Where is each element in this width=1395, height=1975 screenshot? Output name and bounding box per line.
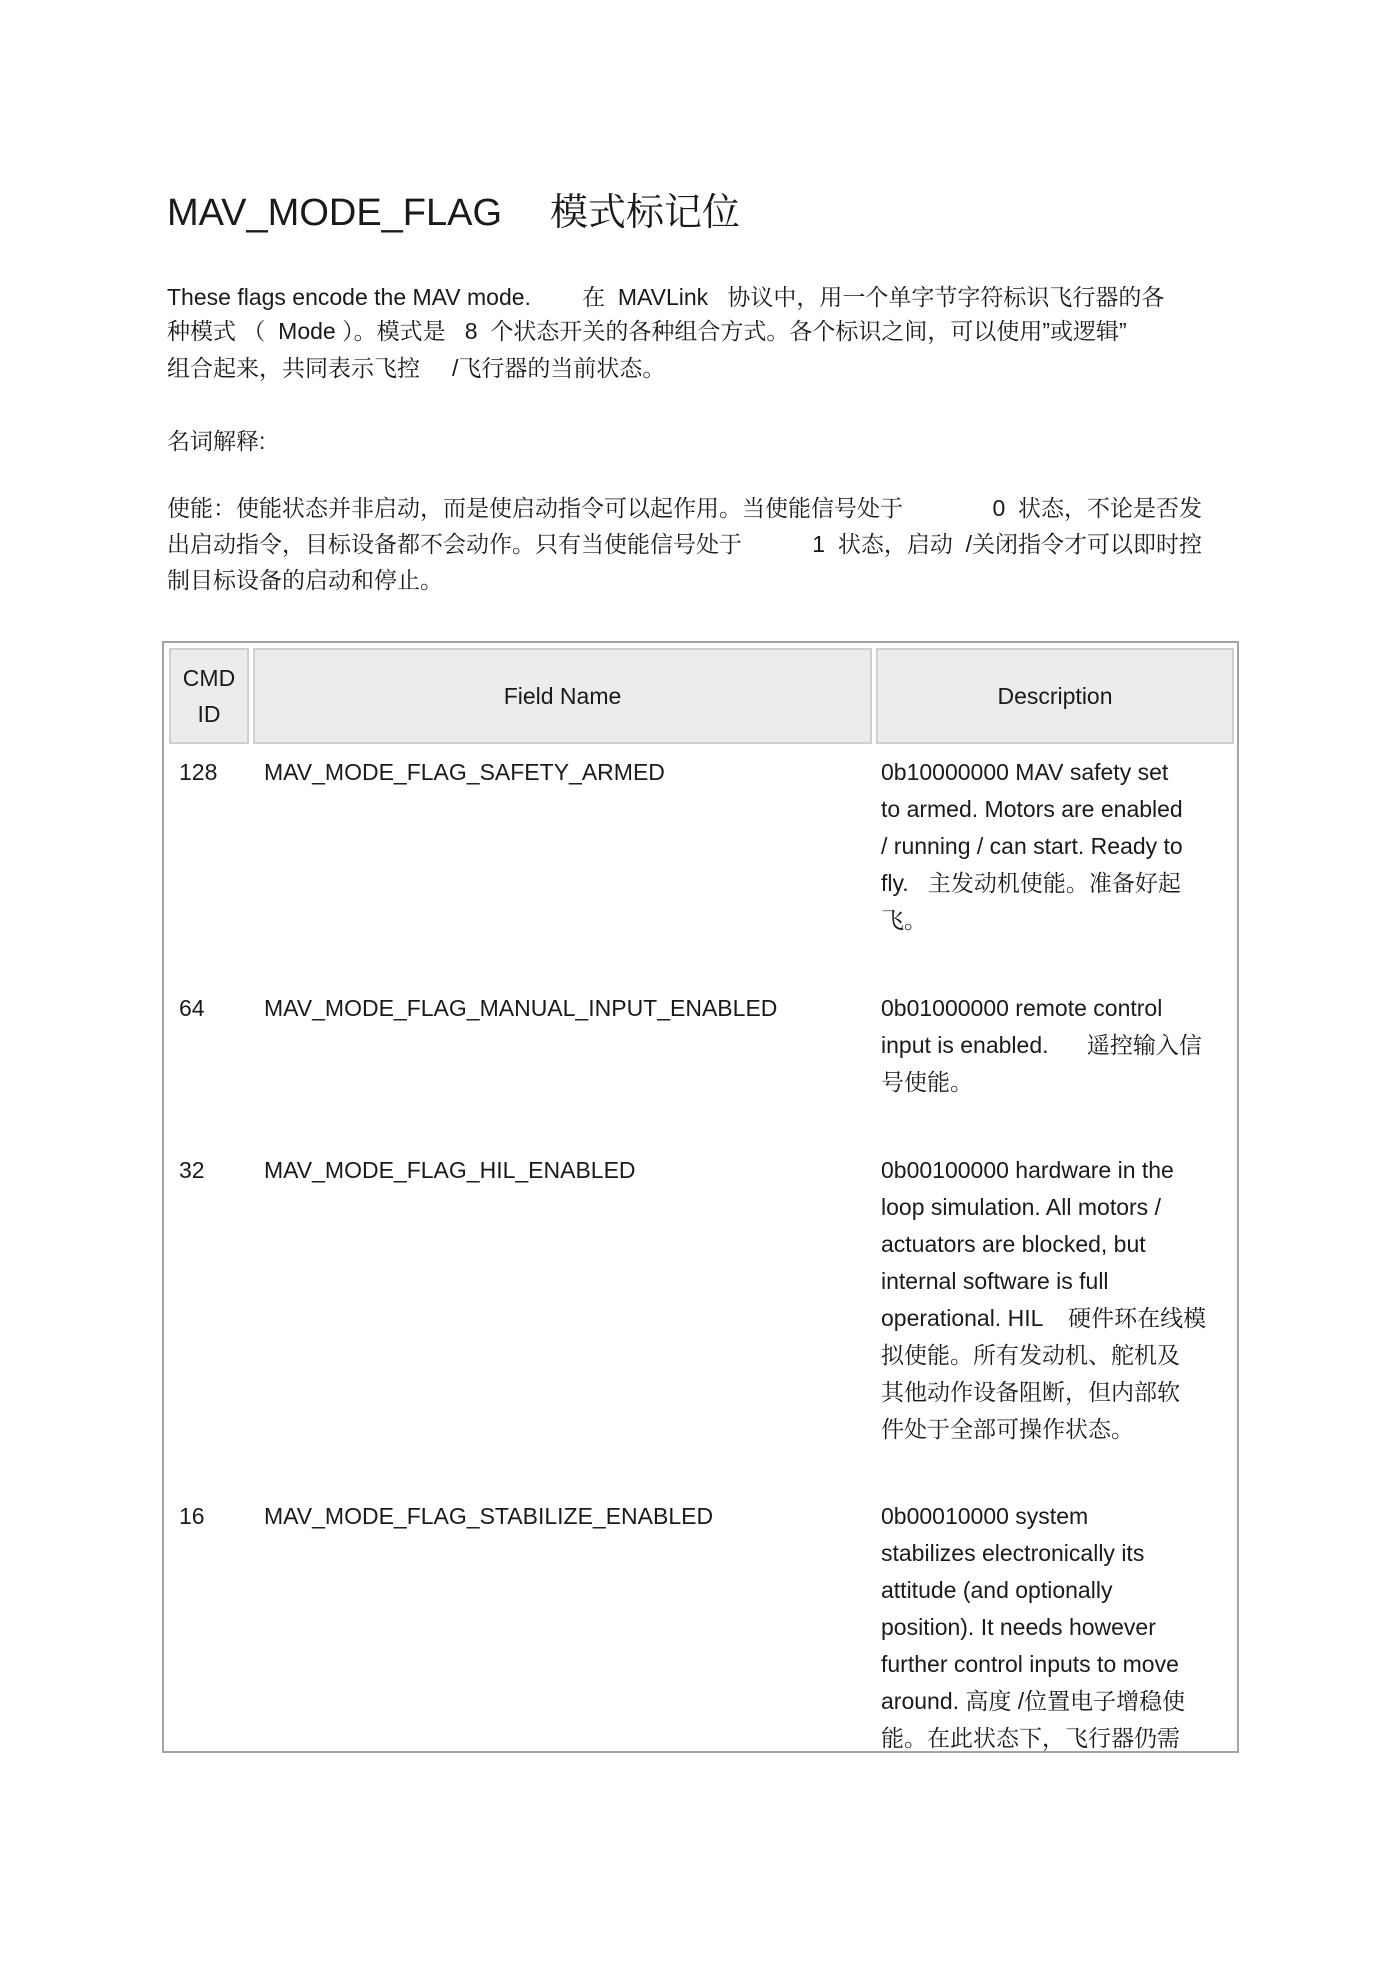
description-line: fly. 主发动机使能。准备好起	[881, 870, 1181, 896]
title-chinese: 模式标记位	[550, 192, 741, 234]
intro-line: 组合起来，共同表示飞控 /飞行器的当前状态。	[167, 355, 666, 381]
row-field-name: MAV_MODE_FLAG_SAFETY_ARMED	[264, 759, 665, 785]
enable-line: 使能：使能状态并非启动，而是使启动指令可以起作用。当使能信号处于 0 状态，不论是否发	[167, 495, 1203, 521]
description-line: further control inputs to move	[881, 1651, 1179, 1677]
row-description	[881, 1498, 1231, 1753]
glossary-label	[167, 423, 265, 459]
enable-definition	[167, 490, 1202, 598]
description-line: operational. HIL 硬件环在线模	[881, 1305, 1207, 1331]
description-line: 飞。	[881, 907, 927, 933]
row-field-name: MAV_MODE_FLAG_HIL_ENABLED	[264, 1157, 636, 1183]
header-field-name	[253, 648, 872, 744]
mode-flag-table	[162, 641, 1239, 1753]
description-line: 0b10000000 MAV safety set	[881, 759, 1169, 785]
intro-paragraph	[167, 281, 1164, 386]
description-line: attitude (and optionally	[881, 1577, 1113, 1603]
row-description	[881, 990, 1231, 1101]
row-cmd-id: 16	[179, 1503, 205, 1529]
description-line: to armed. Motors are enabled	[881, 796, 1183, 822]
header-description	[876, 648, 1234, 744]
header-description-label: Description	[997, 683, 1113, 709]
header-cmd-id	[169, 648, 249, 744]
row-cmd-id: 32	[179, 1157, 205, 1183]
description-line: internal software is full	[881, 1268, 1109, 1294]
enable-line: 制目标设备的启动和停止。	[167, 567, 443, 593]
description-line: 拟使能。所有发动机、舵机及	[881, 1342, 1180, 1368]
header-field-name-label: Field Name	[503, 683, 622, 709]
description-line: 其他动作设备阻断，但内部软	[881, 1379, 1180, 1405]
intro-line: These flags encode the MAV mode. 在 MAVLink 协议中，用一个单字节字符标识飞行器的各	[167, 284, 1165, 310]
header-cmd-id-label: CMD ID	[182, 665, 236, 727]
description-line: 能。在此状态下，飞行器仍需	[881, 1725, 1180, 1751]
row-cmd-id: 64	[179, 995, 205, 1021]
description-line: stabilizes electronically its	[881, 1540, 1145, 1566]
intro-line: 种模式 （ Mode ）。模式是 8 个状态开关的各种组合方式。各个标识之间，可以使用”或逻辑”	[167, 318, 1127, 344]
row-cmd-id: 128	[179, 759, 218, 785]
enable-line: 出启动指令，目标设备都不会动作。只有当使能信号处于 1 状态，启动 /关闭指令才可以即时控	[167, 531, 1203, 557]
description-line: loop simulation. All motors /	[881, 1194, 1161, 1220]
description-line: 0b00100000 hardware in the	[881, 1157, 1174, 1183]
description-line: actuators are blocked, but	[881, 1231, 1146, 1257]
description-line: 0b00010000 system	[881, 1503, 1089, 1529]
description-line: 0b01000000 remote control	[881, 995, 1163, 1021]
page-title	[167, 188, 740, 238]
title-english: MAV_MODE_FLAG	[167, 192, 503, 234]
description-line: 号使能。	[881, 1069, 973, 1095]
row-field-name: MAV_MODE_FLAG_STABILIZE_ENABLED	[264, 1503, 714, 1529]
glossary-label-text: 名词解释:	[167, 428, 266, 454]
row-description	[881, 1152, 1231, 1448]
description-line: 件处于全部可操作状态。	[881, 1416, 1134, 1442]
description-line: input is enabled. 遥控输入信	[881, 1032, 1202, 1058]
description-line: around. 高度 /位置电子增稳使	[881, 1688, 1186, 1714]
description-line: position). It needs however	[881, 1614, 1156, 1640]
row-field-name: MAV_MODE_FLAG_MANUAL_INPUT_ENABLED	[264, 995, 778, 1021]
row-description	[881, 754, 1231, 939]
description-line: / running / can start. Ready to	[881, 833, 1183, 859]
